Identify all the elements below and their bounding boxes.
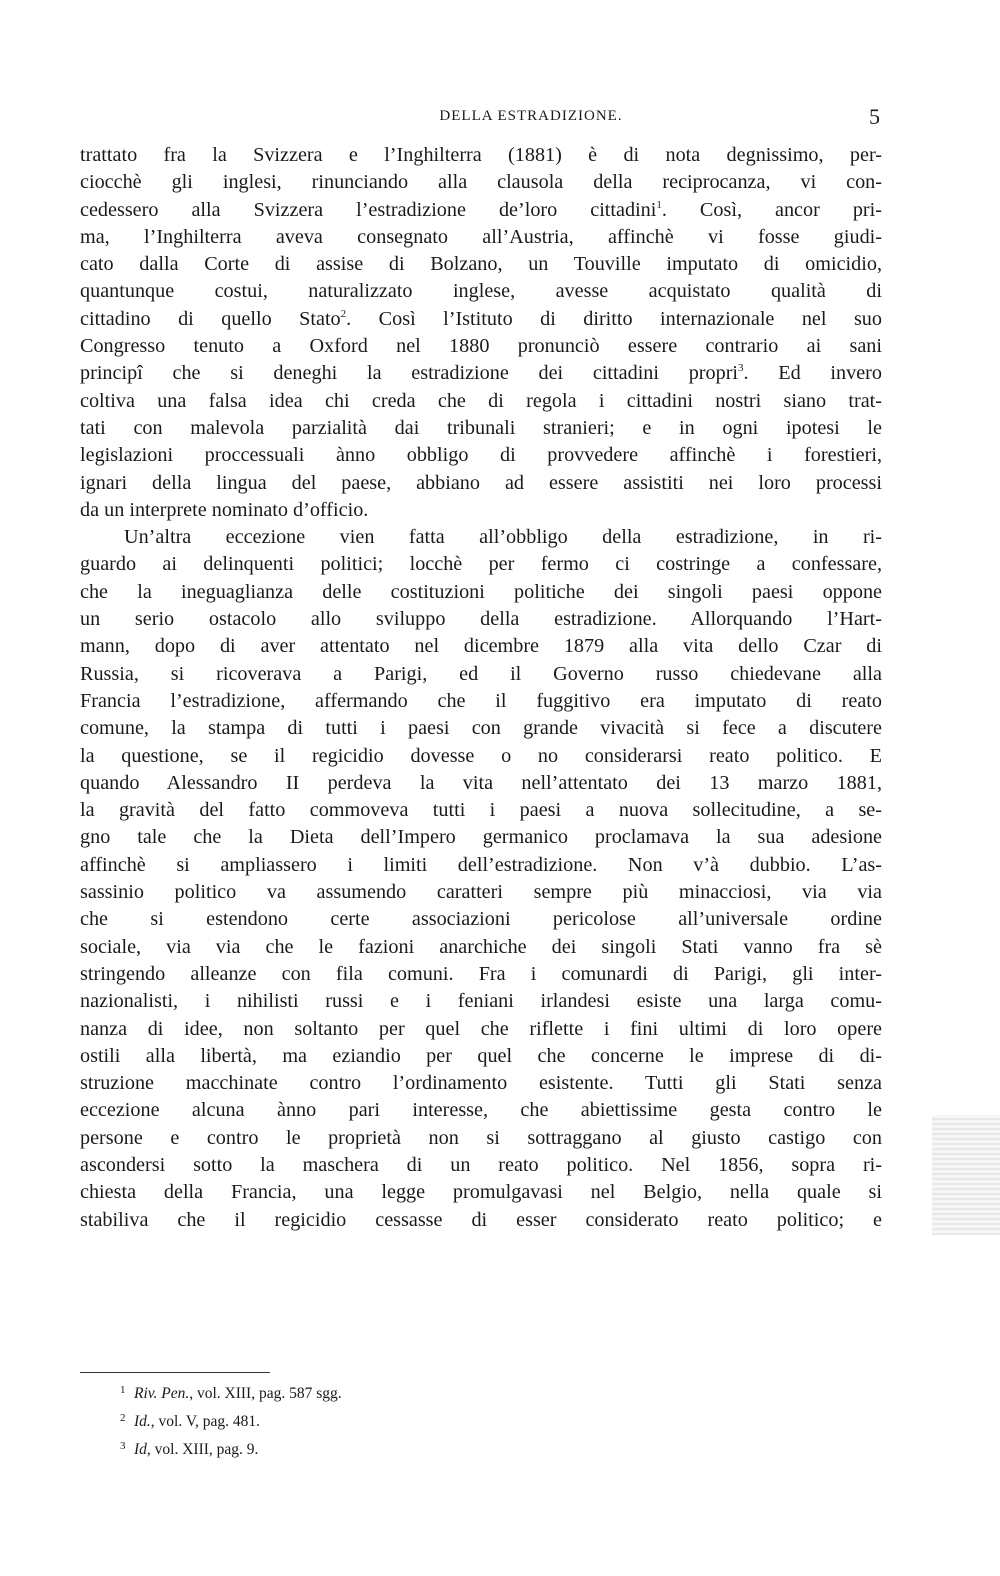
footnote-mark: 2: [120, 1412, 126, 1424]
page-header: [82, 104, 880, 138]
text-line: ma, l’Inghilterra aveva consegnato all’Austria, affinchè vi fosse giudi-: [80, 225, 882, 248]
text-line: coltiva una falsa idea chi creda che di regola i cittadini nostri siano trat-: [80, 389, 882, 412]
footnote-ref[interactable]: 3: [738, 362, 744, 375]
text-line: che la ineguaglianza delle costituzioni politiche dei singoli paesi oppone: [80, 580, 882, 603]
footnotes: [120, 1378, 342, 1462]
text-line: Russia, si ricoverava a Parigi, ed il Governo russo chiedevane alla: [80, 662, 882, 685]
scan-edge-artifact: [932, 1115, 1000, 1235]
footnote: [120, 1378, 342, 1406]
text-line: persone e contro le proprietà non si sottraggano al giusto castigo con: [80, 1126, 882, 1149]
text-line: ascondersi sotto la maschera di un reato politico. Nel 1856, sopra ri-: [80, 1153, 882, 1176]
text-line: la questione, se il regicidio dovesse o no considerarsi reato politico. E: [80, 744, 882, 767]
text-line: eccezione alcuna ànno pari interesse, che abiettissime gesta contro le: [80, 1099, 882, 1122]
text-line: ciocchè gli inglesi, rinunciando alla clausola della reciprocanza, vi con-: [80, 171, 882, 194]
footnote-text: , vol. XIII, pag. 9.: [146, 1441, 259, 1458]
body-text: [80, 142, 882, 1234]
text-line: che si estendono certe associazioni pericolose all’universale ordine: [80, 908, 882, 931]
text-line: un serio ostacolo allo sviluppo della estradizione. Allorquando l’Hart-: [80, 608, 882, 631]
text-line: sociale, via via che le fazioni anarchiche dei singoli Stati vanno fra sè: [80, 935, 882, 958]
footnote: [120, 1406, 342, 1434]
text-line: sassinio politico va assumendo caratteri sempre più minacciosi, via via: [80, 881, 882, 904]
footnote-text: , vol. XIII, pag. 587 sgg.: [189, 1385, 342, 1402]
text-line: tati con malevola parzialità dai tribunali stranieri; e in ogni ipotesi le: [80, 416, 882, 439]
text-line: Congresso tenuto a Oxford nel 1880 pronunciò essere contrario ai sani: [80, 335, 882, 358]
text-line: affinchè si ampliassero i limiti dell’estradizione. Non v’à dubbio. L’as-: [80, 853, 882, 876]
footnote: [120, 1434, 342, 1462]
text-line: Un’altra eccezione vien fatta all’obbligo della estradizione, in ri-: [124, 526, 882, 549]
text-line: trattato fra la Svizzera e l’Inghilterra (1881) è di nota degnissimo, per-: [80, 144, 882, 166]
footnote-mark: 1: [120, 1384, 126, 1396]
text-line: cittadino di quello Stato$^2$. Così l’Istituto di diritto internazionale nel suo: [80, 307, 882, 330]
footnote-divider: [80, 1372, 270, 1373]
text-line: chiesta della Francia, una legge promulgavasi nel Belgio, nella quale si: [80, 1181, 882, 1204]
running-head: DELLA ESTRADIZIONE.: [439, 108, 623, 124]
text-line: guardo ai delinquenti politici; locchè per fermo ci costringe a confessare,: [80, 553, 882, 576]
text-line: principî che si deneghi la estradizione dei cittadini propri$^3$. Ed invero: [80, 362, 882, 385]
footnote-source: Id: [134, 1441, 147, 1458]
text-line: stabiliva che il regicidio cessasse di esser considerato reato politico; e: [80, 1208, 882, 1231]
text-line: quantunque costui, naturalizzato inglese, avesse acquistato qualità di: [80, 280, 882, 303]
text-line: stringendo alleanze con fila comuni. Fra i comunardi di Parigi, gli inter-: [80, 962, 882, 985]
footnote-source: Id.: [134, 1413, 151, 1430]
footnote-text: , vol. V, pag. 481.: [150, 1413, 261, 1430]
text-line: ignari della lingua del paese, abbiano ad essere assistiti nei loro processi: [80, 471, 882, 494]
text-line: gno tale che la Dieta dell’Impero germanico proclamava la sua adesione: [80, 826, 882, 849]
footnote-ref[interactable]: 2: [340, 307, 347, 320]
text-line: ostili alla libertà, ma eziandio per quel che concerne le imprese di di-: [80, 1044, 882, 1067]
text-line: nanza di idee, non soltanto per quel che riflette i fini ultimi di loro opere: [80, 1017, 882, 1040]
text-line: mann, dopo di aver attentato nel dicembre 1879 alla vita dello Czar di: [80, 635, 882, 658]
footnote-source: Riv. Pen.: [134, 1385, 190, 1402]
footnote-ref[interactable]: 1: [656, 198, 662, 211]
text-line: quando Alessandro II perdeva la vita nell’attentato dei 13 marzo 1881,: [80, 771, 882, 794]
text-line: la gravità del fatto commoveva tutti i paesi a nuova sollecitudine, a se-: [80, 799, 882, 822]
text-line: comune, la stampa di tutti i paesi con grande vivacità si fece a discutere: [80, 717, 882, 740]
page-number: 5: [869, 104, 880, 129]
text-line: nazionalisti, i nihilisti russi e i feniani irlandesi esiste una larga comu-: [80, 990, 882, 1013]
text-line: legislazioni proccessuali ànno obbligo di provvedere affinchè i forestieri,: [80, 444, 882, 467]
text-line: da un interprete nominato d’officio.: [80, 498, 369, 521]
text-line: cedessero alla Svizzera l’estradizione de’loro cittadini$^1$. Così, ancor pri-: [80, 198, 882, 221]
text-line: cato dalla Corte di assise di Bolzano, un Touville imputato di omicidio,: [80, 253, 882, 276]
text-line: Francia l’estradizione, affermando che il fuggitivo era imputato di reato: [80, 689, 882, 712]
text-line: struzione macchinate contro l’ordinamento esistente. Tutti gli Stati senza: [80, 1072, 882, 1095]
footnote-mark: 3: [120, 1440, 126, 1452]
